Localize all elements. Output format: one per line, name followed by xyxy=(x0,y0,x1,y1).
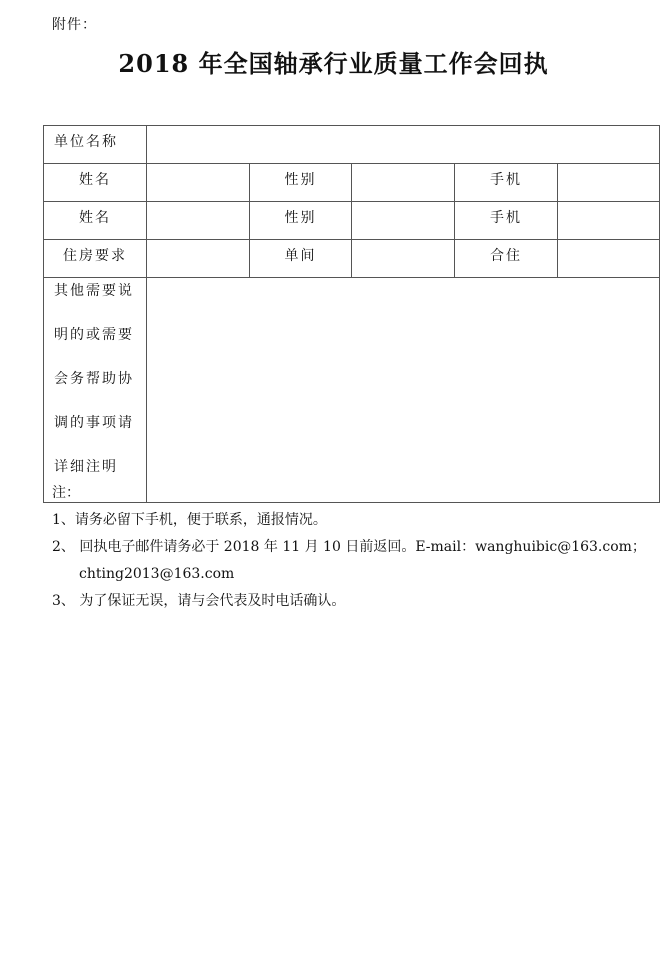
unit-name-label: 单位名称 xyxy=(44,126,147,164)
housing-field[interactable] xyxy=(147,240,250,278)
receipt-form xyxy=(43,125,660,503)
shared-room-label: 合住 xyxy=(455,240,558,278)
unit-name-field[interactable] xyxy=(147,126,660,164)
housing-label: 住房要求 xyxy=(44,240,147,278)
name-label: 姓名 xyxy=(44,164,147,202)
attendee-row xyxy=(44,164,660,202)
other-notes-line: 明的或需要 xyxy=(54,327,134,343)
note-item: 2、 回执电子邮件请务必于 2018 年 11 月 10 日前返回。E-mail：wanghuibic@163.com； xyxy=(52,539,646,555)
attendee-row xyxy=(44,202,660,240)
page-title: 2018 年全国轴承行业质量工作会回执 xyxy=(118,49,549,78)
single-room-label: 单间 xyxy=(250,240,352,278)
name-field[interactable] xyxy=(147,202,250,240)
housing-row xyxy=(44,240,660,278)
notes-heading: 注： xyxy=(52,485,80,501)
other-notes-line: 详细注明 xyxy=(54,459,118,475)
other-notes-row xyxy=(44,278,660,503)
note-item: 1、请务必留下手机，便于联系，通报情况。 xyxy=(52,512,327,528)
other-notes-line: 会务帮助协 xyxy=(54,371,134,387)
other-notes-line: 其他需要说 xyxy=(54,283,134,299)
other-notes-field[interactable] xyxy=(147,278,660,503)
name-field[interactable] xyxy=(147,164,250,202)
gender-field[interactable] xyxy=(352,164,455,202)
shared-room-field[interactable] xyxy=(558,240,660,278)
phone-field[interactable] xyxy=(558,164,660,202)
single-room-field[interactable] xyxy=(352,240,455,278)
phone-field[interactable] xyxy=(558,202,660,240)
note-item-email-continuation: chting2013@163.com xyxy=(79,566,235,582)
notes-section xyxy=(52,480,646,615)
unit-row xyxy=(44,126,660,164)
gender-label: 性别 xyxy=(250,202,352,240)
note-item: 3、 为了保证无误，请与会代表及时电话确认。 xyxy=(52,593,346,609)
gender-label: 性别 xyxy=(250,164,352,202)
name-label: 姓名 xyxy=(44,202,147,240)
phone-label: 手机 xyxy=(455,202,558,240)
gender-field[interactable] xyxy=(352,202,455,240)
other-notes-line: 调的事项请 xyxy=(54,415,134,431)
attachment-label: 附件： xyxy=(52,17,97,33)
phone-label: 手机 xyxy=(455,164,558,202)
other-notes-label xyxy=(44,278,147,503)
